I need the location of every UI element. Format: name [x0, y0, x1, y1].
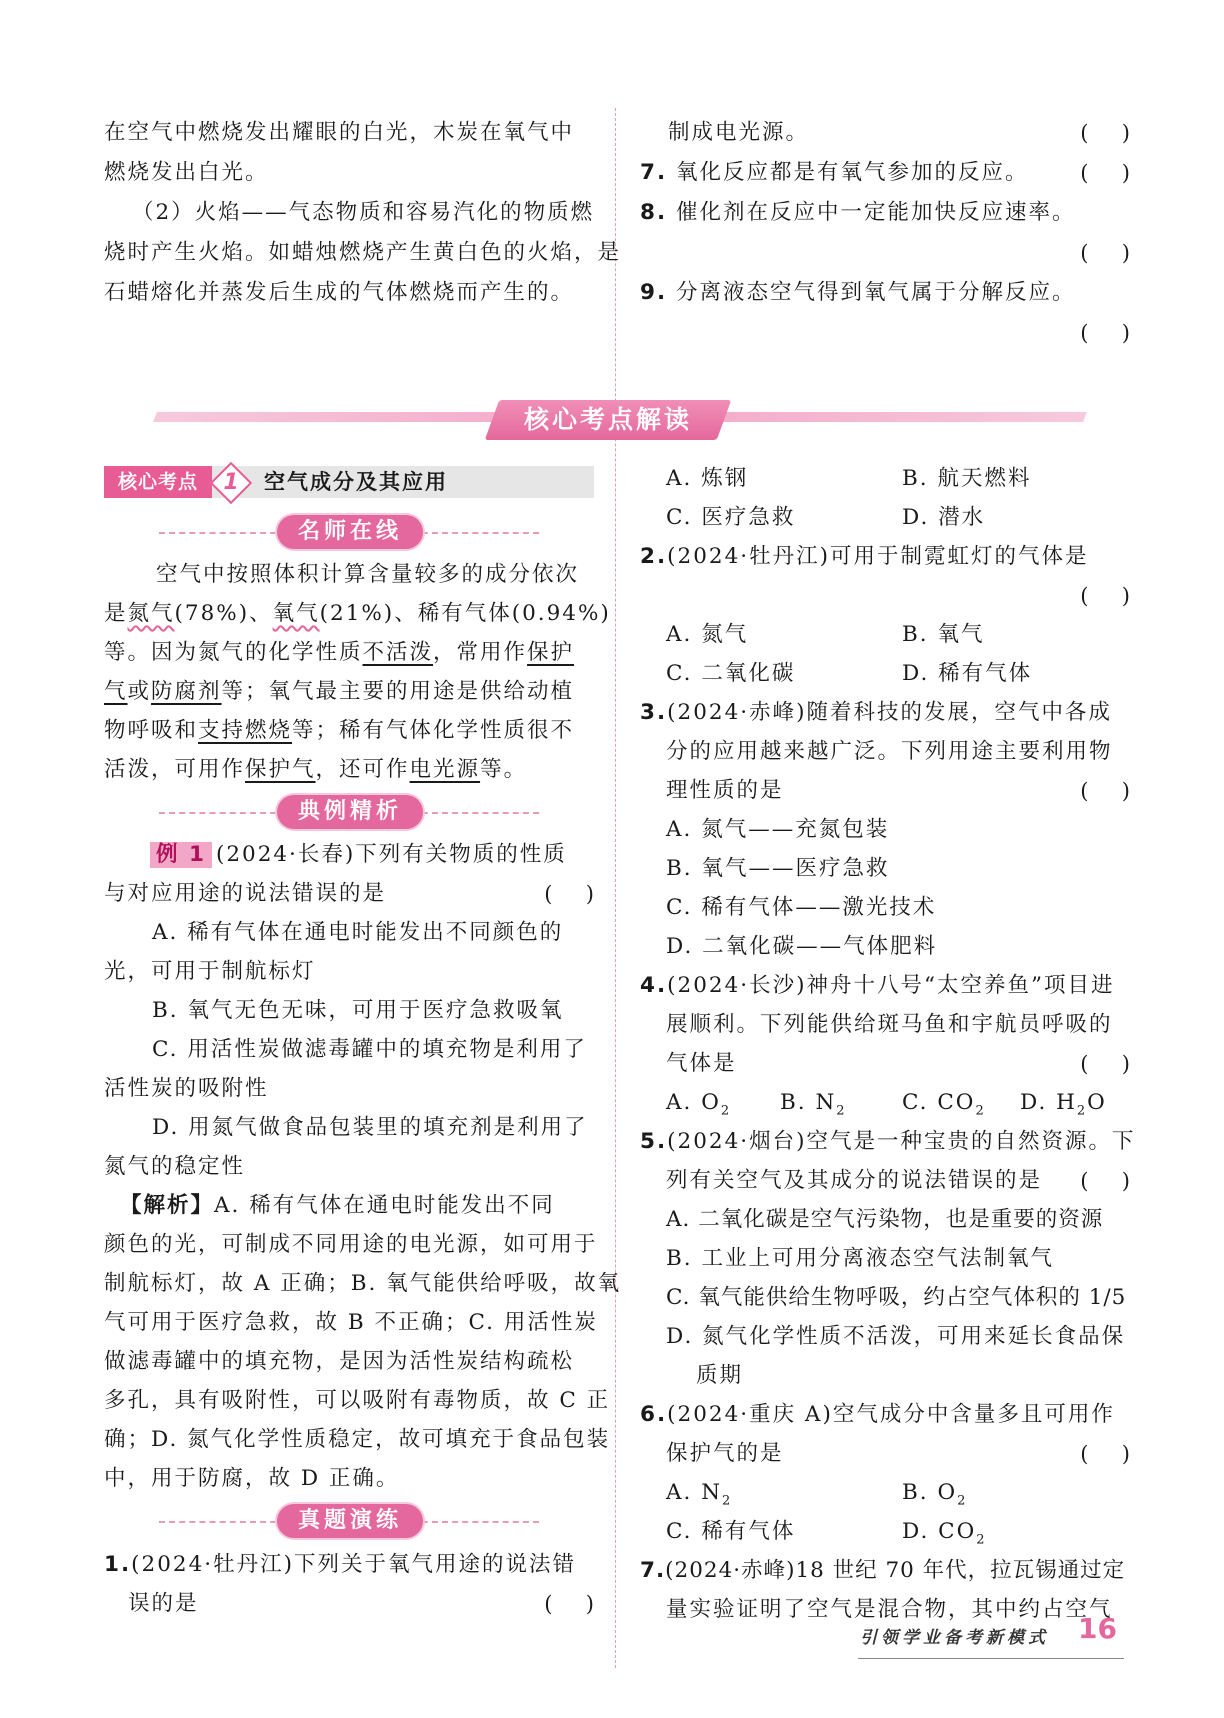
question-7: 7. 氧化反应都是有氧气参加的反应。 ( )	[640, 158, 1130, 188]
q5-option-d: 质期	[696, 1363, 744, 1388]
question-5: 列有关空气及其成分的说法错误的是 ( )	[666, 1166, 1130, 1196]
analysis-text: 中，用于防腐，故 D 正确。	[104, 1466, 400, 1491]
q5-option-a: A. 二氧化碳是空气污染物，也是重要的资源	[666, 1207, 1104, 1232]
answer-blank: ( )	[1080, 1169, 1130, 1193]
q1-option-b: B. 航天燃料	[902, 466, 1032, 491]
option-c: C. 用活性炭做滤毒罐中的填充物是利用了	[152, 1037, 587, 1062]
option-d: D. 用氮气做食品包装里的填充剂是利用了	[152, 1115, 588, 1140]
key-point-tag: 核心考点	[104, 466, 212, 498]
question-6: 6.(2024·重庆 A)空气成分中含量多且可用作	[640, 1402, 1115, 1427]
answer-blank: ( )	[1080, 121, 1130, 145]
q2-option-d: D. 稀有气体	[902, 661, 1033, 686]
footer-slogan: 引领学业备考新模式	[860, 1628, 1049, 1648]
question-4: 展顺利。下列能供给斑马鱼和宇航员呼吸的	[666, 1012, 1113, 1037]
question-9: 9. 分离液态空气得到氧气属于分解反应。	[640, 280, 1076, 305]
answer-blank: ( )	[1080, 1442, 1130, 1466]
analysis-text: 多孔，具有吸附性，可以吸附有毒物质，故 C 正	[104, 1388, 611, 1413]
answer-blank: ( )	[1080, 241, 1130, 265]
option-b: B. 氧气无色无味，可用于医疗急救吸氧	[152, 998, 564, 1023]
q5-option-c: C. 氧气能供给生物呼吸，约占空气体积的 1/5	[666, 1285, 1127, 1310]
banner-title: 核心考点解读	[523, 405, 692, 434]
key-point-title: 空气成分及其应用	[264, 470, 448, 494]
question-4: 气体是 ( )	[666, 1049, 1130, 1079]
option-a: A. 稀有气体在通电时能发出不同颜色的	[152, 920, 564, 945]
analysis-text: 做滤毒罐中的填充物，是因为活性炭结构疏松	[104, 1349, 575, 1374]
question-7b: 7.(2024·赤峰)18 世纪 70 年代，拉瓦锡通过定	[640, 1558, 1126, 1583]
teacher-text: 活泼，可用作保护气，还可作电光源等。	[104, 757, 528, 782]
analysis-text: 制航标灯，故 A 正确；B. 氧气能供给呼吸，故氧	[104, 1271, 622, 1296]
analysis-text: 气可用于医疗急救，故 B 不正确；C. 用活性炭	[104, 1310, 598, 1335]
analysis-label: 【解析】	[120, 1193, 215, 1218]
answer-blank: ( )	[1080, 161, 1130, 185]
question-1: 1.(2024·牡丹江)下列关于氧气用途的说法错	[104, 1552, 576, 1577]
question-2: 2.(2024·牡丹江)可用于制霓虹灯的气体是	[640, 544, 1089, 569]
section-heading-example: 典例精析	[277, 795, 423, 829]
text-line: 在空气中燃烧发出耀眼的白光，木炭在氧气中	[104, 120, 575, 145]
question-1: 误的是 ( )	[128, 1589, 594, 1619]
teacher-text: 物呼吸和支持燃烧等；稀有气体化学性质很不	[104, 718, 575, 743]
q4-option-d: D. $H_2O$	[1020, 1090, 1107, 1119]
footer-rule	[858, 1658, 1124, 1659]
option-a: 光，可用于制航标灯	[104, 959, 316, 984]
question-8: 8. 催化剂在反应中一定能加快反应速率。	[640, 200, 1076, 225]
key-point-number: 1	[223, 470, 239, 495]
q2-option-a: A. 氮气	[666, 622, 749, 647]
q6-option-c: C. 稀有气体	[666, 1519, 796, 1544]
column-divider	[615, 108, 616, 1668]
text-line: 烧时产生火焰。如蜡烛燃烧产生黄白色的火焰，是	[104, 240, 622, 265]
q1-option-a: A. 炼钢	[666, 466, 749, 491]
section-heading-teacher: 名师在线	[277, 515, 423, 549]
q4-option-b: B. $N_2$	[780, 1090, 847, 1119]
teacher-text: 等。因为氮气的化学性质不活泼，常用作保护	[104, 640, 575, 665]
option-c: 活性炭的吸附性	[104, 1076, 269, 1101]
q2-option-b: B. 氧气	[902, 622, 985, 647]
answer-blank: ( )	[1080, 584, 1130, 608]
answer-blank: ( )	[1080, 321, 1130, 345]
q3-option-a: A. 氮气——充氮包装	[666, 817, 890, 842]
q3-option-d: D. 二氧化碳——气体肥料	[666, 934, 938, 959]
question-7b: 量实验证明了空气是混合物，其中约占空气	[666, 1597, 1113, 1622]
text-line: 制成电光源。 ( )	[668, 118, 1130, 148]
text-line: 石蜡熔化并蒸发后生成的气体燃烧而产生的。	[104, 280, 575, 305]
q6-option-d: D. $CO_2$	[902, 1519, 987, 1548]
option-d: 氮气的稳定性	[104, 1154, 246, 1179]
text-line: （2）火焰——气态物质和容易汽化的物质燃	[132, 200, 595, 225]
q2-option-c: C. 二氧化碳	[666, 661, 796, 686]
page-number: 16	[1078, 1612, 1117, 1645]
analysis-text: 【解析】A. 稀有气体在通电时能发出不同	[120, 1193, 555, 1218]
text-line: 燃烧发出白光。	[104, 160, 269, 185]
section-heading-practice: 真题演练	[277, 1504, 423, 1538]
answer-blank: ( )	[544, 1592, 594, 1616]
question-3: 理性质的是 ( )	[666, 776, 1130, 806]
question-4: 4.(2024·长沙)神舟十八号“太空养鱼”项目进	[640, 973, 1115, 998]
analysis-text: 确；D. 氮气化学性质稳定，故可填充于食品包装	[104, 1427, 611, 1452]
q6-option-a: A. $N_2$	[666, 1480, 733, 1509]
example-tag: 例 1	[150, 842, 212, 868]
answer-blank: ( )	[1080, 779, 1130, 803]
q5-option-b: B. 工业上可用分离液态空气法制氧气	[666, 1246, 1054, 1271]
q6-option-b: B. $O_2$	[902, 1480, 968, 1509]
teacher-text: 是氮气(78%)、氧气(21%)、稀有气体(0.94%)	[104, 601, 611, 626]
q3-option-b: B. 氧气——医疗急救	[666, 856, 890, 881]
question-3: 3.(2024·赤峰)随着科技的发展，空气中各成	[640, 700, 1112, 725]
answer-blank: ( )	[544, 882, 594, 906]
example-stem: 例 1 (2024·长春)下列有关物质的性质	[150, 840, 567, 870]
q5-option-d: D. 氮气化学性质不活泼，可用来延长食品保	[666, 1324, 1126, 1349]
question-6: 保护气的是 ( )	[666, 1439, 1130, 1469]
q1-option-c: C. 医疗急救	[666, 505, 796, 530]
teacher-text: 气或防腐剂等；氧气最主要的用途是供给动植	[104, 679, 575, 704]
question-5: 5.(2024·烟台)空气是一种宝贵的自然资源。下	[640, 1129, 1136, 1154]
question-3: 分的应用越来越广泛。下列用途主要利用物	[666, 739, 1113, 764]
analysis-text: 颜色的光，可制成不同用途的电光源，如可用于	[104, 1232, 598, 1257]
teacher-text: 空气中按照体积计算含量较多的成分依次	[156, 562, 580, 587]
q4-option-a: A. $O_2$	[666, 1090, 732, 1119]
q4-option-c: C. $CO_2$	[902, 1090, 986, 1119]
q1-option-d: D. 潜水	[902, 505, 986, 530]
q3-option-c: C. 稀有气体——激光技术	[666, 895, 937, 920]
example-stem: 与对应用途的说法错误的是 ( )	[104, 879, 594, 909]
answer-blank: ( )	[1080, 1052, 1130, 1076]
